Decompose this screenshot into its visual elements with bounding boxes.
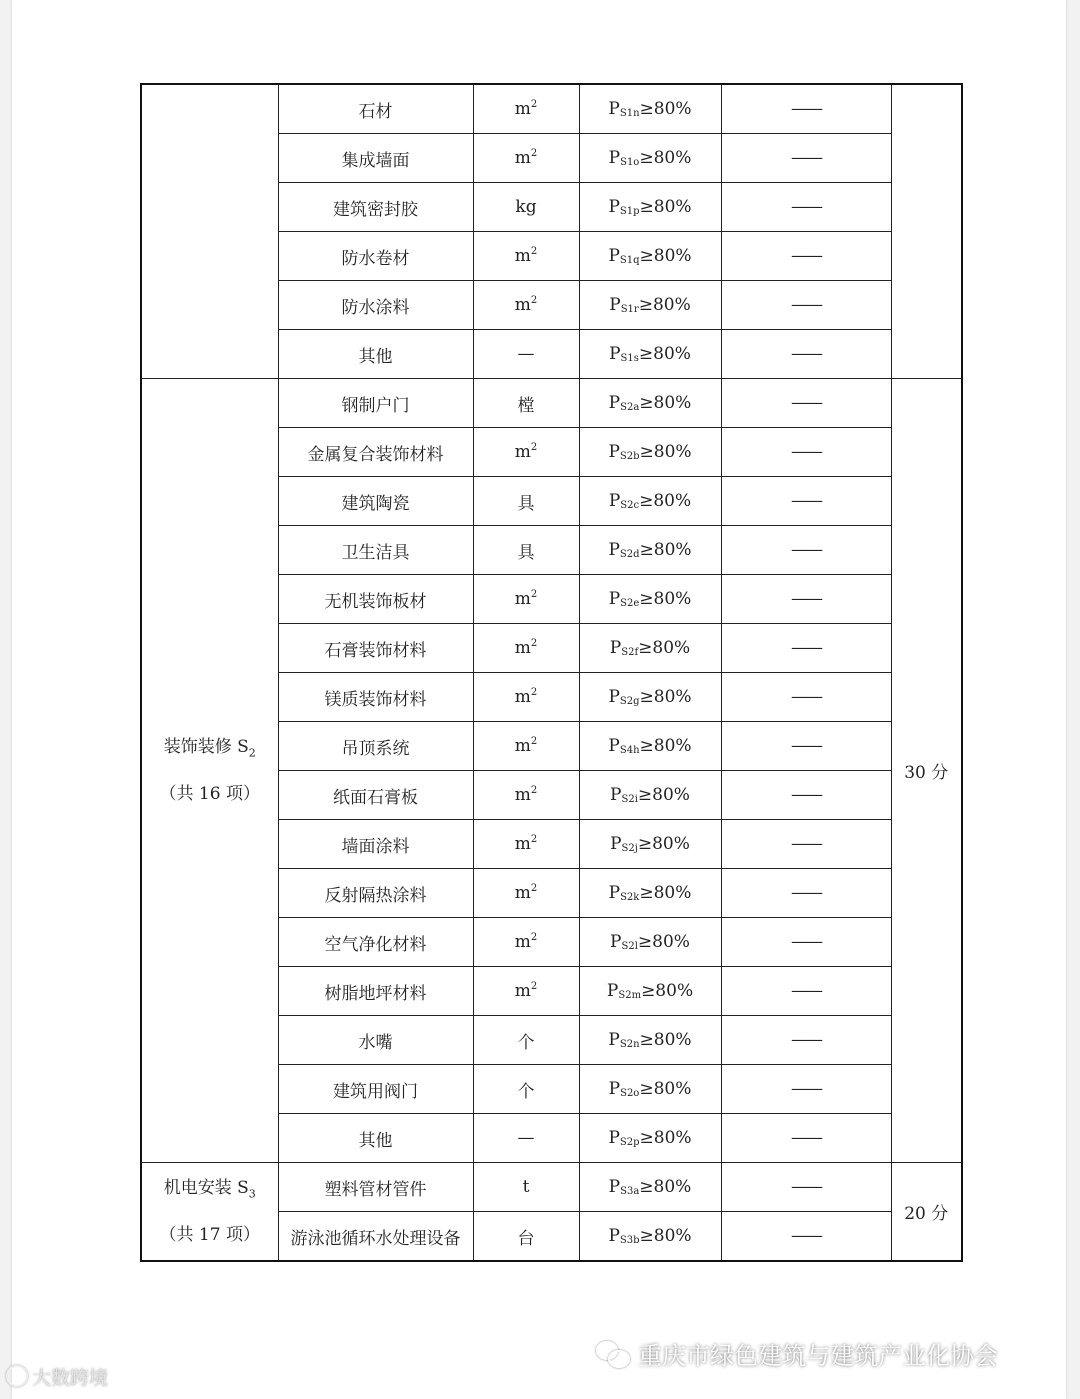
requirement-cell — [579, 183, 721, 232]
category-subscript: 2 — [248, 746, 256, 760]
unit-superscript: 2 — [530, 883, 538, 894]
note-cell: —— — [721, 918, 891, 967]
unit-cell — [473, 771, 579, 820]
requirement-subscript: S1s — [620, 353, 639, 364]
unit-cell — [473, 820, 579, 869]
category-cell — [141, 379, 278, 1163]
requirement-prefix: P — [609, 344, 621, 364]
unit-cell — [473, 624, 579, 673]
requirement-threshold: ≥80% — [637, 834, 690, 854]
unit-cell — [473, 232, 579, 281]
material-name-cell: 无机装饰板材 — [278, 575, 473, 624]
unit-cell — [473, 1212, 579, 1262]
requirement-subscript: S2f — [621, 647, 639, 658]
requirement-prefix: P — [609, 638, 622, 658]
material-name-cell: 建筑用阀门 — [278, 1065, 473, 1114]
requirement-subscript: S2b — [619, 451, 640, 462]
requirement-cell — [579, 281, 721, 330]
requirement-prefix: P — [608, 99, 620, 119]
category-label — [142, 727, 278, 773]
weibo-logo-icon — [6, 1365, 28, 1387]
requirement-threshold: ≥80% — [638, 638, 691, 658]
unit-cell — [473, 1065, 579, 1114]
requirement-subscript: S2m — [618, 990, 642, 1001]
requirement-prefix: P — [608, 1030, 620, 1050]
unit-text: m — [514, 785, 531, 805]
watermark-right-text: 重庆市绿色建筑与建筑产业化协会 — [638, 1342, 998, 1370]
requirement-threshold: ≥80% — [639, 1128, 692, 1148]
note-cell: —— — [721, 1114, 891, 1163]
watermark-right — [596, 1336, 998, 1371]
category-text: 装饰装修 S — [163, 737, 249, 758]
requirement-prefix: P — [608, 393, 621, 413]
requirement-cell — [579, 1065, 721, 1114]
requirement-prefix: P — [610, 834, 622, 854]
unit-text: 具 — [517, 493, 535, 514]
unit-cell — [473, 183, 579, 232]
note-cell: —— — [721, 330, 891, 379]
material-name-cell: 集成墙面 — [278, 134, 473, 183]
requirement-cell — [579, 771, 721, 820]
requirement-threshold: ≥80% — [639, 687, 692, 707]
unit-text: — — [517, 344, 535, 364]
requirement-prefix: P — [608, 1128, 620, 1148]
wechat-icon — [596, 1341, 630, 1367]
requirement-prefix: P — [608, 540, 620, 560]
requirement-prefix: P — [608, 1079, 621, 1099]
note-cell: —— — [721, 232, 891, 281]
unit-superscript: 2 — [530, 932, 538, 943]
requirement-cell — [579, 575, 721, 624]
unit-text: m — [514, 883, 531, 903]
requirement-prefix: P — [610, 932, 622, 952]
requirement-threshold: ≥80% — [639, 736, 692, 756]
requirement-prefix: P — [608, 687, 620, 707]
requirement-prefix: P — [608, 736, 620, 756]
requirement-threshold: ≥80% — [638, 295, 691, 315]
note-cell: —— — [721, 526, 891, 575]
requirement-cell — [579, 869, 721, 918]
note-cell: —— — [721, 820, 891, 869]
watermark-left-text: 大数跨境 — [32, 1367, 109, 1389]
material-name-cell: 防水卷材 — [278, 232, 473, 281]
requirement-threshold: ≥80% — [639, 246, 692, 266]
requirement-subscript: S4h — [619, 745, 640, 756]
requirement-threshold: ≥80% — [639, 393, 692, 413]
requirement-cell — [579, 1114, 721, 1163]
requirement-cell — [579, 526, 721, 575]
document-page — [12, 0, 1066, 1399]
requirement-cell — [579, 232, 721, 281]
requirement-subscript: S2c — [620, 500, 640, 511]
unit-superscript: 2 — [530, 99, 538, 110]
unit-superscript: 2 — [530, 295, 538, 306]
score-cell — [891, 84, 962, 379]
requirement-prefix: P — [608, 491, 621, 511]
material-name-cell: 钢制户门 — [278, 379, 473, 428]
requirement-subscript: S1q — [619, 255, 640, 266]
unit-superscript: 2 — [530, 736, 538, 747]
note-cell: —— — [721, 84, 891, 134]
category-text: 机电安装 S — [163, 1178, 249, 1199]
requirement-cell — [579, 918, 721, 967]
unit-text: m — [514, 148, 531, 168]
material-name-cell: 石材 — [278, 84, 473, 134]
note-cell: —— — [721, 428, 891, 477]
unit-text: 台 — [517, 1228, 535, 1249]
requirement-prefix: P — [610, 785, 622, 805]
category-cell — [141, 1163, 278, 1262]
material-name-cell: 其他 — [278, 1114, 473, 1163]
requirement-threshold: ≥80% — [639, 1030, 692, 1050]
material-name-cell: 建筑密封胶 — [278, 183, 473, 232]
material-name-cell: 反射隔热涂料 — [278, 869, 473, 918]
unit-cell — [473, 575, 579, 624]
requirement-subscript: S2e — [620, 598, 640, 609]
unit-cell — [473, 722, 579, 771]
requirement-prefix: P — [608, 246, 620, 266]
material-name-cell: 树脂地坪材料 — [278, 967, 473, 1016]
material-name-cell: 卫生洁具 — [278, 526, 473, 575]
unit-text: m — [514, 687, 531, 707]
requirement-subscript: S1r — [620, 304, 639, 315]
requirement-subscript: S2d — [619, 549, 640, 560]
requirement-subscript: S1p — [619, 206, 640, 217]
note-cell: —— — [721, 967, 891, 1016]
unit-cell — [473, 1163, 579, 1212]
requirement-subscript: S1n — [619, 108, 640, 119]
unit-cell — [473, 428, 579, 477]
requirement-threshold: ≥80% — [639, 1079, 692, 1099]
requirement-cell — [579, 673, 721, 722]
requirement-threshold: ≥80% — [639, 442, 692, 462]
requirement-subscript: S2o — [620, 1088, 640, 1099]
category-count: （共 16 项） — [159, 783, 260, 804]
requirement-threshold: ≥80% — [639, 197, 692, 217]
requirement-prefix: P — [609, 295, 621, 315]
note-cell: —— — [721, 379, 891, 428]
unit-text: m — [514, 981, 531, 1001]
requirement-prefix: P — [608, 1226, 620, 1246]
material-name-cell: 游泳池循环水处理设备 — [278, 1212, 473, 1262]
requirement-prefix: P — [608, 148, 621, 168]
requirement-threshold: ≥80% — [641, 981, 694, 1001]
unit-text: m — [514, 99, 531, 119]
unit-superscript: 2 — [530, 589, 538, 600]
unit-text: 具 — [517, 542, 535, 563]
category-cell — [141, 84, 278, 379]
unit-cell — [473, 869, 579, 918]
requirement-cell — [579, 330, 721, 379]
unit-cell — [473, 673, 579, 722]
note-cell: —— — [721, 624, 891, 673]
unit-superscript: 2 — [530, 785, 538, 796]
requirement-threshold: ≥80% — [639, 99, 692, 119]
requirement-cell — [579, 134, 721, 183]
requirement-cell — [579, 477, 721, 526]
note-cell: —— — [721, 869, 891, 918]
requirement-cell — [579, 1016, 721, 1065]
unit-cell — [473, 477, 579, 526]
requirement-subscript: S2j — [621, 843, 638, 854]
unit-text: 个 — [517, 1032, 535, 1053]
requirement-threshold: ≥80% — [639, 540, 692, 560]
requirement-threshold: ≥80% — [639, 491, 692, 511]
requirement-subscript: S2g — [619, 696, 640, 707]
material-name-cell: 防水涂料 — [278, 281, 473, 330]
requirement-prefix: P — [606, 981, 619, 1001]
unit-cell — [473, 379, 579, 428]
requirement-cell — [579, 1163, 721, 1212]
material-name-cell: 纸面石膏板 — [278, 771, 473, 820]
unit-superscript: 2 — [530, 687, 538, 698]
requirement-subscript: S1o — [620, 157, 640, 168]
table-row — [141, 1163, 962, 1212]
material-name-cell: 镁质装饰材料 — [278, 673, 473, 722]
unit-text: — — [517, 1128, 535, 1148]
requirement-cell — [579, 624, 721, 673]
category-subscript: 3 — [248, 1187, 256, 1201]
unit-text: 樘 — [517, 395, 535, 416]
requirement-threshold: ≥80% — [639, 1177, 692, 1197]
category-count: （共 17 项） — [159, 1224, 260, 1245]
note-cell: —— — [721, 1163, 891, 1212]
requirement-prefix: P — [608, 883, 621, 903]
material-name-cell: 塑料管材管件 — [278, 1163, 473, 1212]
unit-text: m — [514, 932, 531, 952]
requirement-threshold: ≥80% — [639, 1226, 692, 1246]
requirement-subscript: S2i — [621, 794, 638, 805]
requirement-cell — [579, 722, 721, 771]
note-cell: —— — [721, 1016, 891, 1065]
watermark-left — [6, 1363, 108, 1390]
unit-text: m — [514, 295, 531, 315]
material-name-cell: 其他 — [278, 330, 473, 379]
requirement-subscript: S2p — [619, 1137, 640, 1148]
requirement-threshold: ≥80% — [639, 589, 692, 609]
requirement-prefix: P — [608, 589, 621, 609]
note-cell: —— — [721, 281, 891, 330]
material-name-cell: 水嘴 — [278, 1016, 473, 1065]
requirement-subscript: S2a — [620, 402, 640, 413]
material-name-cell: 空气净化材料 — [278, 918, 473, 967]
unit-superscript: 2 — [530, 834, 538, 845]
requirement-cell — [579, 428, 721, 477]
requirement-subscript: S3a — [620, 1186, 640, 1197]
table-row — [141, 379, 962, 428]
unit-cell — [473, 1016, 579, 1065]
unit-text: m — [514, 834, 531, 854]
unit-superscript: 2 — [530, 638, 538, 649]
category-label — [142, 1168, 278, 1214]
material-name-cell: 墙面涂料 — [278, 820, 473, 869]
note-cell: —— — [721, 771, 891, 820]
requirement-threshold: ≥80% — [639, 883, 692, 903]
note-cell: —— — [721, 1065, 891, 1114]
unit-cell — [473, 526, 579, 575]
unit-text: kg — [515, 197, 537, 217]
unit-cell — [473, 918, 579, 967]
note-cell: —— — [721, 575, 891, 624]
requirement-threshold: ≥80% — [637, 932, 690, 952]
requirement-cell — [579, 84, 721, 134]
unit-cell — [473, 281, 579, 330]
note-cell: —— — [721, 1212, 891, 1262]
unit-text: m — [514, 589, 531, 609]
unit-text: m — [514, 638, 531, 658]
requirement-prefix: P — [608, 197, 620, 217]
requirement-threshold: ≥80% — [638, 344, 691, 364]
unit-text: 个 — [517, 1081, 535, 1102]
note-cell: —— — [721, 722, 891, 771]
unit-cell — [473, 967, 579, 1016]
note-cell: —— — [721, 134, 891, 183]
material-name-cell: 石膏装饰材料 — [278, 624, 473, 673]
requirement-cell — [579, 1212, 721, 1262]
material-name-cell: 建筑陶瓷 — [278, 477, 473, 526]
requirement-cell — [579, 967, 721, 1016]
score-cell: 20 分 — [891, 1163, 962, 1262]
requirement-cell — [579, 379, 721, 428]
unit-superscript: 2 — [530, 442, 538, 453]
materials-table — [140, 83, 963, 1262]
unit-superscript: 2 — [530, 981, 538, 992]
unit-text: t — [522, 1177, 530, 1197]
requirement-threshold: ≥80% — [639, 148, 692, 168]
requirement-threshold: ≥80% — [637, 785, 690, 805]
unit-cell — [473, 134, 579, 183]
unit-superscript: 2 — [530, 246, 538, 257]
material-name-cell: 金属复合装饰材料 — [278, 428, 473, 477]
note-cell: —— — [721, 673, 891, 722]
unit-cell — [473, 84, 579, 134]
unit-text: m — [514, 246, 531, 266]
requirement-subscript: S2k — [620, 892, 640, 903]
material-name-cell: 吊顶系统 — [278, 722, 473, 771]
requirement-prefix: P — [608, 442, 620, 462]
requirement-subscript: S2l — [621, 941, 638, 952]
requirement-subscript: S2n — [619, 1039, 640, 1050]
note-cell: —— — [721, 183, 891, 232]
unit-cell — [473, 1114, 579, 1163]
unit-text: m — [514, 442, 531, 462]
unit-text: m — [514, 736, 531, 756]
unit-superscript: 2 — [530, 148, 538, 159]
requirement-cell — [579, 820, 721, 869]
score-cell: 30 分 — [891, 379, 962, 1163]
unit-cell — [473, 330, 579, 379]
requirement-prefix: P — [608, 1177, 621, 1197]
requirement-subscript: S3b — [619, 1235, 640, 1246]
table-row — [141, 84, 962, 134]
note-cell: —— — [721, 477, 891, 526]
